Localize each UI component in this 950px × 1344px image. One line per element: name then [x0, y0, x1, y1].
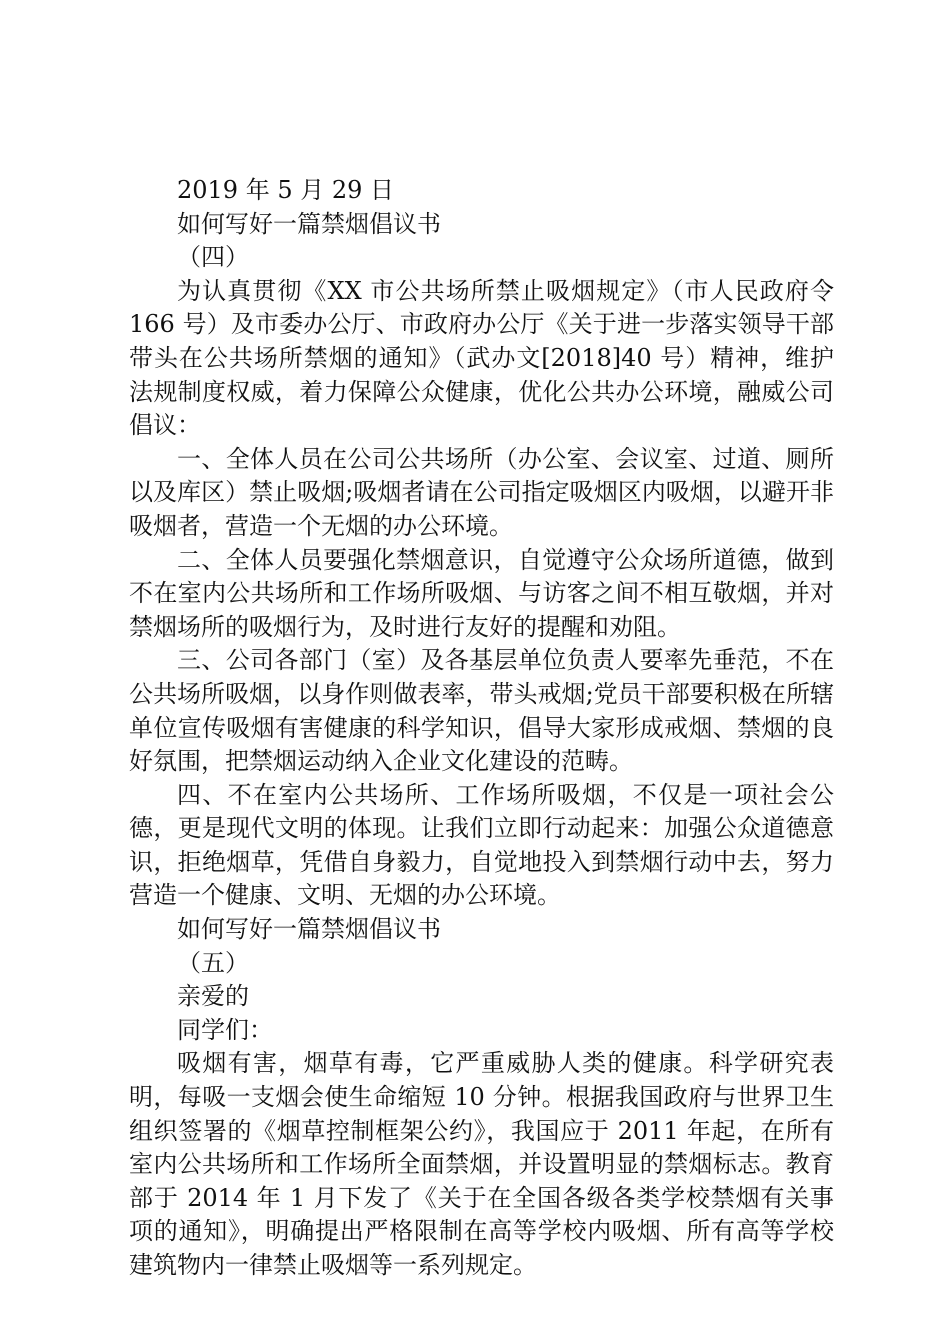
date-line: 2019 年 5 月 29 日	[177, 176, 395, 204]
intro-paragraph: 为认真贯彻《XX 市公共场所禁止吸烟规定》（市人民政府令 166 号）及市委办公厅、市政府办公厅《关于进一步落实领导干部带头在公共场所禁烟的通知》（武办文[2018]40 号）精神，维护法规制度权威，着力保障公众健康，优化公共办公环境，融威公司倡议：	[129, 276, 834, 440]
greeting-line: 亲爱的	[177, 982, 249, 1011]
section-heading: 如何写好一篇禁烟倡议书	[177, 209, 441, 238]
proposal-item-3: 三、公司各部门（室）及各基层单位负责人要率先垂范，不在公共场所吸烟，以身作则做表率，带头戒烟;党员干部要积极在所辖单位宣传吸烟有害健康的科学知识，倡导大家形成戒烟、禁烟的良好氛围，把禁烟运动纳入企业文化建设的范畴。	[129, 646, 834, 776]
body-paragraph: 吸烟有害，烟草有毒，它严重威胁人类的健康。科学研究表明，每吸一支烟会使生命缩短 10 分钟。根据我国政府与世界卫生组织签署的《烟草控制框架公约》，我国应于 2011 年起，在所有室内公共场所和工作场所全面禁烟，并设置明显的禁烟标志。教育部于 2014 年 1 月下发了《关于在全国各级各类学校禁烟有关事项的通知》，明确提出严格限制在高等学校内吸烟、所有高等学校建筑物内一律禁止吸烟等一系列规定。	[129, 1049, 834, 1279]
section-heading: 如何写好一篇禁烟倡议书	[177, 915, 441, 944]
section-number: （五）	[177, 948, 249, 977]
section-number: （四）	[177, 243, 249, 272]
greeting-line: 同学们：	[177, 1015, 273, 1044]
proposal-item-2: 二、全体人员要强化禁烟意识，自觉遵守公众场所道德，做到不在室内公共场所和工作场所吸烟、与访客之间不相互敬烟，并对禁烟场所的吸烟行为，及时进行友好的提醒和劝阻。	[129, 545, 834, 641]
proposal-item-4: 四、不在室内公共场所、工作场所吸烟，不仅是一项社会公德，更是现代文明的体现。让我们立即行动起来：加强公众道德意识，拒绝烟草，凭借自身毅力，自觉地投入到禁烟行动中去，努力营造一个健康、文明、无烟的办公环境。	[129, 780, 834, 910]
document-body	[129, 174, 834, 1283]
proposal-item-1: 一、全体人员在公司公共场所（办公室、会议室、过道、厕所以及库区）禁止吸烟;吸烟者请在公司指定吸烟区内吸烟，以避开非吸烟者，营造一个无烟的办公环境。	[129, 444, 834, 540]
